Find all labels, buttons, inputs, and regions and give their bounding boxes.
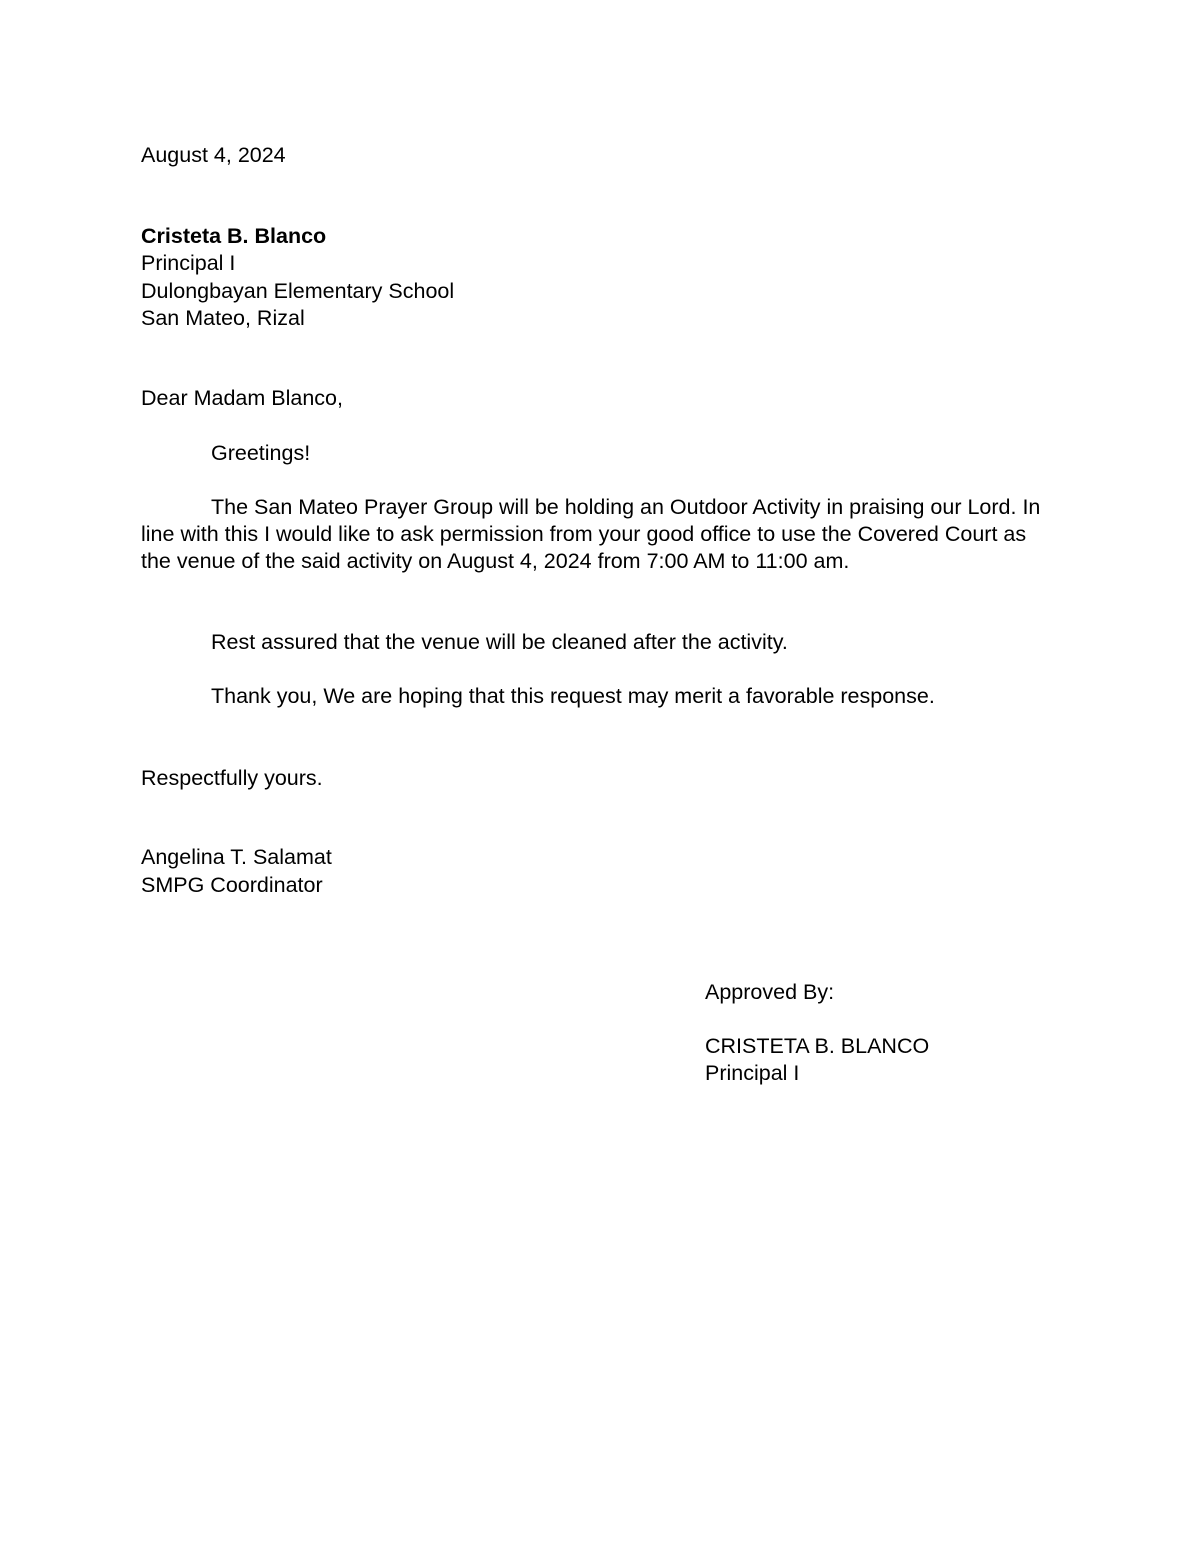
closing: Respectfully yours. <box>141 766 323 790</box>
approval-label: Approved By: <box>705 980 835 1004</box>
letter-date: August 4, 2024 <box>141 143 286 167</box>
body-paragraph: The San Mateo Prayer Group will be holding an Outdoor Activity in praising our Lord. In line with this I would like to ask permission from your good office to use the Covered Court as the venue of the said activity on August 4, 2024 from 7:00 AM to 11:00 am. <box>141 495 1041 573</box>
salutation: Dear Madam Blanco, <box>141 386 343 410</box>
recipient-address: San Mateo, Rizal <box>141 306 305 330</box>
recipient-title: Principal I <box>141 251 236 275</box>
recipient-school: Dulongbayan Elementary School <box>141 279 455 303</box>
recipient-name: Cristeta B. Blanco <box>141 224 327 248</box>
sender-name: Angelina T. Salamat <box>141 845 332 869</box>
sender-title: SMPG Coordinator <box>141 873 323 897</box>
approver-name: CRISTETA B. BLANCO <box>705 1034 930 1058</box>
greeting: Greetings! <box>211 441 311 465</box>
approver-title: Principal I <box>705 1061 800 1085</box>
thanks-paragraph: Thank you, We are hoping that this request may merit a favorable response. <box>211 684 935 708</box>
assurance-paragraph: Rest assured that the venue will be cleaned after the activity. <box>211 630 788 654</box>
